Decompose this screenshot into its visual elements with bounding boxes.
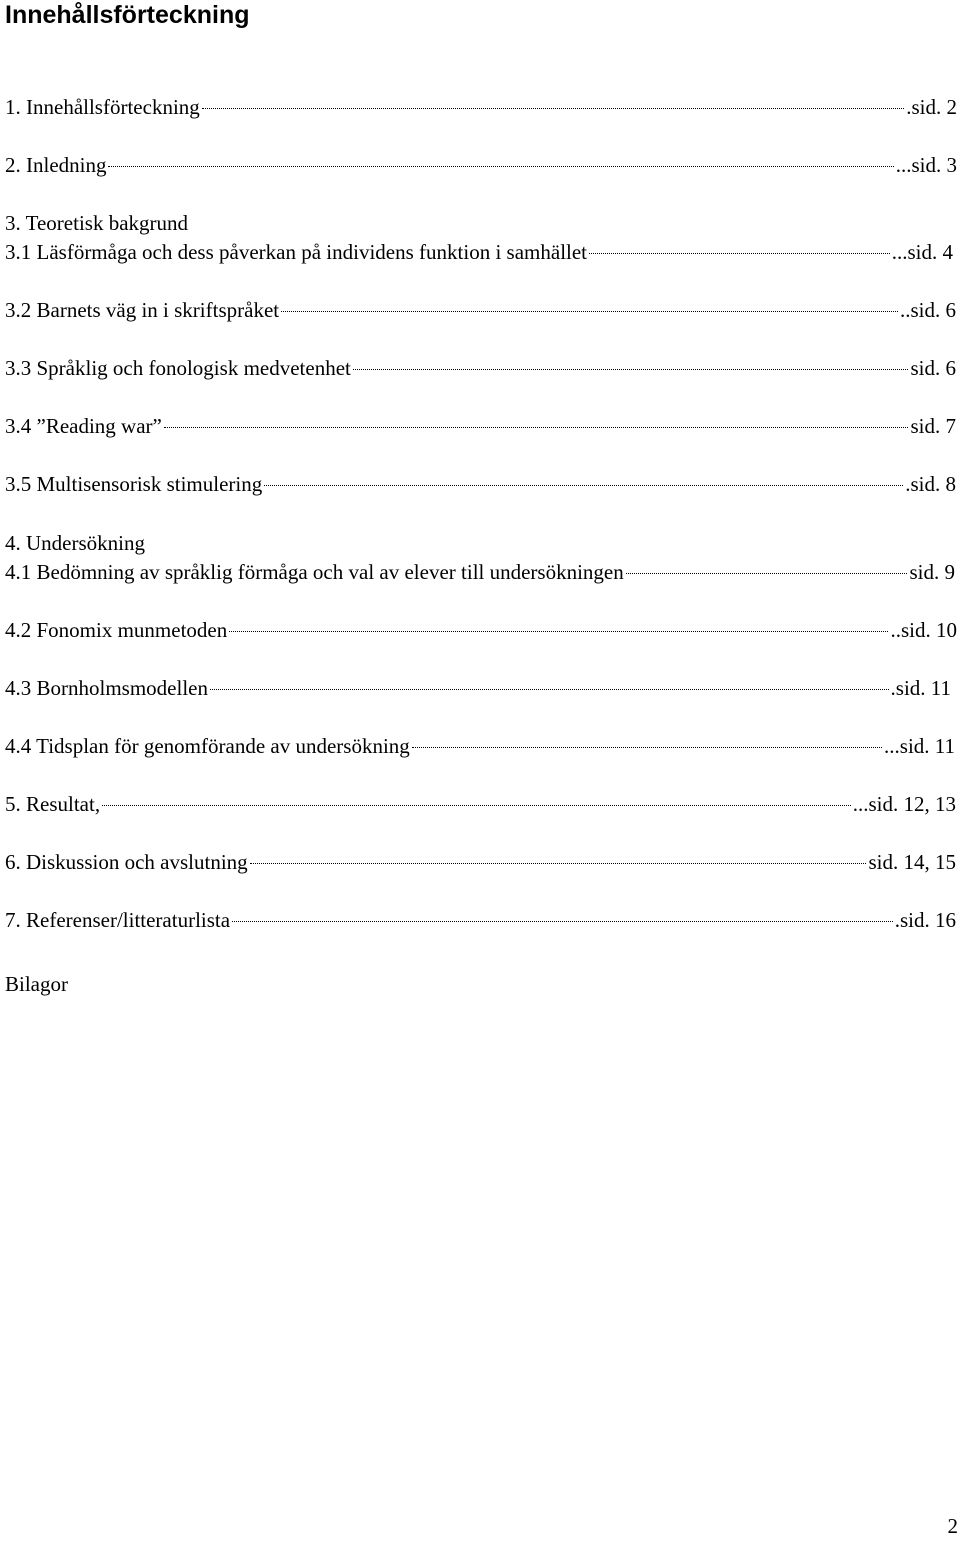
toc-section-heading: 4. Undersökning bbox=[5, 531, 145, 555]
page-number: 2 bbox=[947, 1514, 958, 1538]
dot-leader bbox=[229, 631, 888, 632]
toc-entry bbox=[5, 733, 955, 759]
toc-entry-label: 3.1 Läsförmåga och dess påverkan på individens funktion i samhället bbox=[5, 240, 588, 264]
toc-entry-label: 4.1 Bedömning av språklig förmåga och val av elever till undersökningen bbox=[5, 560, 624, 584]
dot-leader bbox=[412, 747, 882, 748]
toc-entry-label: 3.3 Språklig och fonologisk medvetenhet bbox=[5, 356, 351, 380]
dot-leader bbox=[108, 166, 893, 167]
toc-entry-page: .sid. 2 bbox=[906, 95, 957, 119]
toc-entry-label: 4.2 Fonomix munmetoden bbox=[5, 618, 228, 642]
toc-entry bbox=[5, 471, 956, 497]
dot-leader bbox=[232, 921, 893, 922]
toc-entry-page: .sid. 8 bbox=[905, 472, 956, 496]
dot-leader bbox=[202, 108, 904, 109]
toc-entry bbox=[5, 152, 957, 178]
toc-entry-page: sid. 7 bbox=[910, 414, 956, 438]
dot-leader bbox=[210, 689, 889, 690]
toc-entry-label: 6. Diskussion och avslutning bbox=[5, 850, 248, 874]
dot-leader bbox=[164, 427, 909, 428]
toc-entry bbox=[5, 239, 953, 265]
toc-entry-page: ..sid. 10 bbox=[890, 618, 957, 642]
toc-entry-label: 3.5 Multisensorisk stimulering bbox=[5, 472, 263, 496]
toc-entry bbox=[5, 355, 956, 381]
dot-leader bbox=[250, 863, 867, 864]
toc-entry-label: 3.4 ”Reading war” bbox=[5, 414, 162, 438]
dot-leader bbox=[102, 805, 851, 806]
toc-entry bbox=[5, 617, 957, 643]
toc-entry-page: ...sid. 12, 13 bbox=[852, 792, 956, 816]
toc-entry bbox=[5, 413, 956, 439]
toc-entry-label: 3.2 Barnets väg in i skriftspråket bbox=[5, 298, 280, 322]
toc-entry-page: .sid. 16 bbox=[894, 908, 956, 932]
toc-entry-label: 7. Referenser/litteraturlista bbox=[5, 908, 231, 932]
toc-entry bbox=[5, 849, 956, 875]
toc-entry bbox=[5, 907, 956, 933]
toc-entry bbox=[5, 791, 956, 817]
toc-entry-page: ...sid. 3 bbox=[895, 153, 957, 177]
toc-entry-label: 4.3 Bornholmsmodellen bbox=[5, 676, 208, 700]
toc-entry bbox=[5, 675, 951, 701]
dot-leader bbox=[589, 253, 890, 254]
toc-entry-page: ...sid. 11 bbox=[884, 734, 955, 758]
toc-entry-label: 1. Innehållsförteckning bbox=[5, 95, 200, 119]
dot-leader bbox=[264, 485, 903, 486]
toc-entry bbox=[5, 297, 956, 323]
toc-appendix-heading: Bilagor bbox=[5, 972, 68, 996]
toc-entry-page: ..sid. 6 bbox=[899, 298, 956, 322]
toc-entry-page: sid. 6 bbox=[910, 356, 956, 380]
toc-entry-label: 2. Inledning bbox=[5, 153, 107, 177]
toc-entry-page: .sid. 11 bbox=[890, 676, 951, 700]
toc-entry-page: sid. 9 bbox=[909, 560, 955, 584]
dot-leader bbox=[626, 573, 908, 574]
toc-entry-page: sid. 14, 15 bbox=[868, 850, 956, 874]
toc-entry-page: ...sid. 4 bbox=[891, 240, 953, 264]
toc-entry-label: 4.4 Tidsplan för genomförande av undersökning bbox=[5, 734, 410, 758]
toc-entry bbox=[5, 559, 955, 585]
dot-leader bbox=[281, 311, 898, 312]
dot-leader bbox=[353, 369, 909, 370]
toc-title: Innehållsförteckning bbox=[5, 1, 250, 29]
toc-entry bbox=[5, 94, 957, 120]
toc-entry-label: 5. Resultat, bbox=[5, 792, 101, 816]
toc-section-heading: 3. Teoretisk bakgrund bbox=[5, 211, 189, 235]
